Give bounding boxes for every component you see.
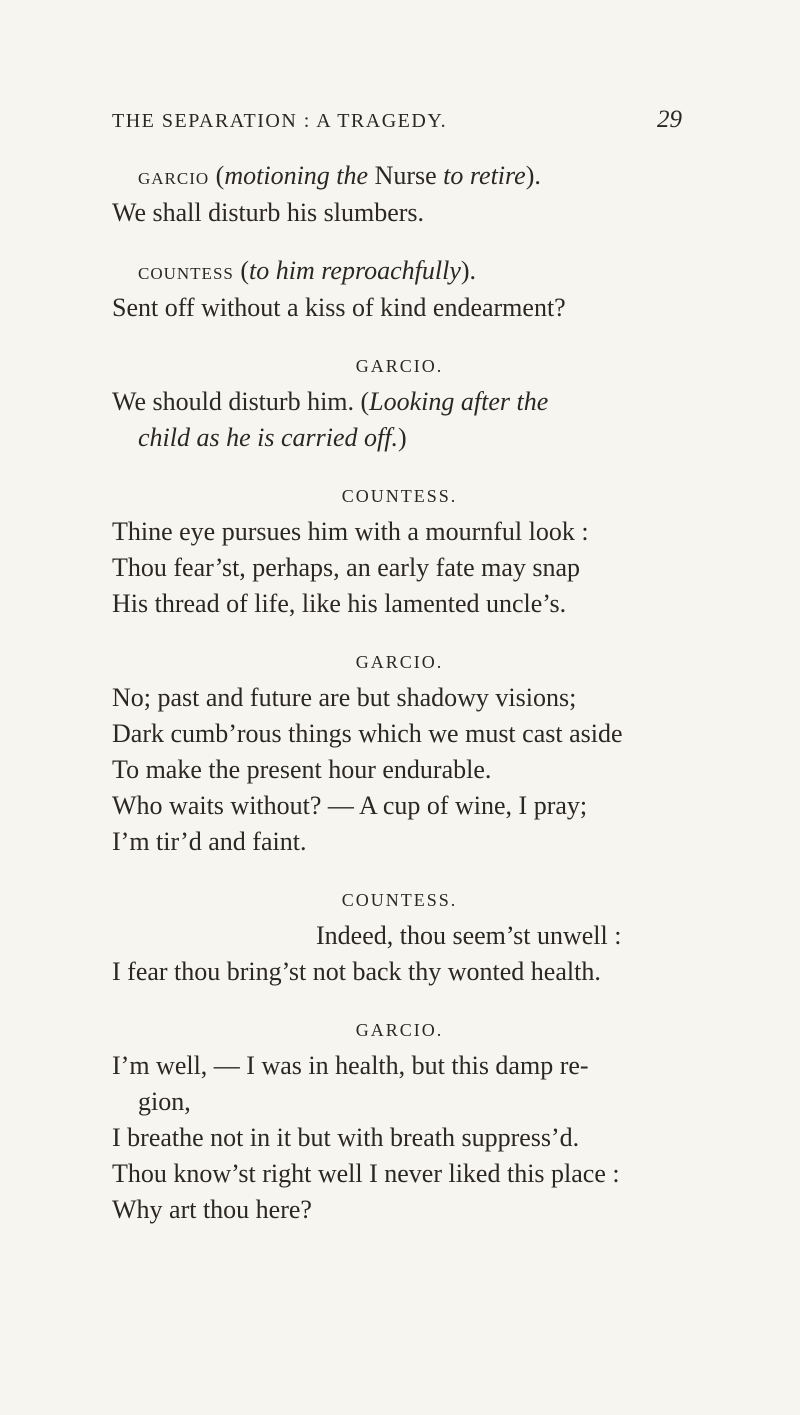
speaker-heading: GARCIO. [355,652,444,672]
spacer [112,231,687,253]
speaker-heading: GARCIO. [355,1020,444,1040]
stage-direction-punct: ). [460,256,477,285]
spacer [112,622,687,644]
verse-line: I’m well, — I was in health, but this damp re- [112,1051,589,1080]
spacer [112,326,687,348]
verse-line: Sent off without a kiss of kind endearment? [112,293,566,322]
stage-direction: to retire [443,161,526,190]
stage-direction: motioning the [224,161,369,190]
verse-text: Indeed, thou seem’st unwell : [316,921,622,950]
verse-line: Dark cumb’rous things which we must cast aside [112,719,623,748]
stage-direction: Looking after the [369,387,549,416]
verse-text: We should disturb him. ( [112,387,370,416]
verse-line: To make the present hour endurable. [112,755,492,784]
stage-direction-roman: Nurse [368,161,444,190]
spacer [112,860,687,882]
verse-line: Why art thou here? [112,1195,312,1224]
speech-garcio-1-heading [112,158,687,195]
verse-line: His thread of life, like his lamented uncle’s. [112,589,567,618]
verse-line-indented [112,918,687,954]
spacer [112,990,687,1012]
play-text [112,158,687,1228]
verse-line: Thou fear’st, perhaps, an early fate may snap [112,553,581,582]
verse-line: Who waits without? — A cup of wine, I pray; [112,791,588,820]
verse-line: No; past and future are but shadowy visions; [112,683,577,712]
stage-direction-punct: ( [233,256,250,285]
stage-direction-punct: ). [525,161,541,190]
stage-direction: child as he is carried off. [138,423,398,452]
speaker-heading: COUNTESS. [341,486,458,506]
speaker-heading: COUNTESS. [341,890,458,910]
verse-line: Thou know’st right well I never liked this place : [112,1159,620,1188]
stage-direction: to him reproachfully [249,256,461,285]
verse-line: I’m tir’d and faint. [112,827,307,856]
stage-direction-punct: ( [209,161,225,190]
verse-line-continued: gion, [138,1087,191,1116]
verse-line-continued [112,420,687,456]
speaker-name: countess [138,259,234,285]
speech-countess-1-heading [112,253,687,290]
spacer [112,456,687,478]
speaker-name: garcio [138,164,210,190]
page-number: 29 [657,106,682,133]
verse-line: Thine eye pursues him with a mournful look : [112,517,589,546]
speaker-heading: GARCIO. [355,356,444,376]
verse-line: I breathe not in it but with breath suppress’d. [112,1123,580,1152]
verse-line: I fear thou bring’st not back thy wonted health. [112,957,601,986]
running-head: THE SEPARATION : A TRAGEDY. [112,110,448,132]
verse-line [112,384,687,420]
verse-line: We shall disturb his slumbers. [112,198,425,227]
stage-direction-punct: ) [397,423,407,452]
